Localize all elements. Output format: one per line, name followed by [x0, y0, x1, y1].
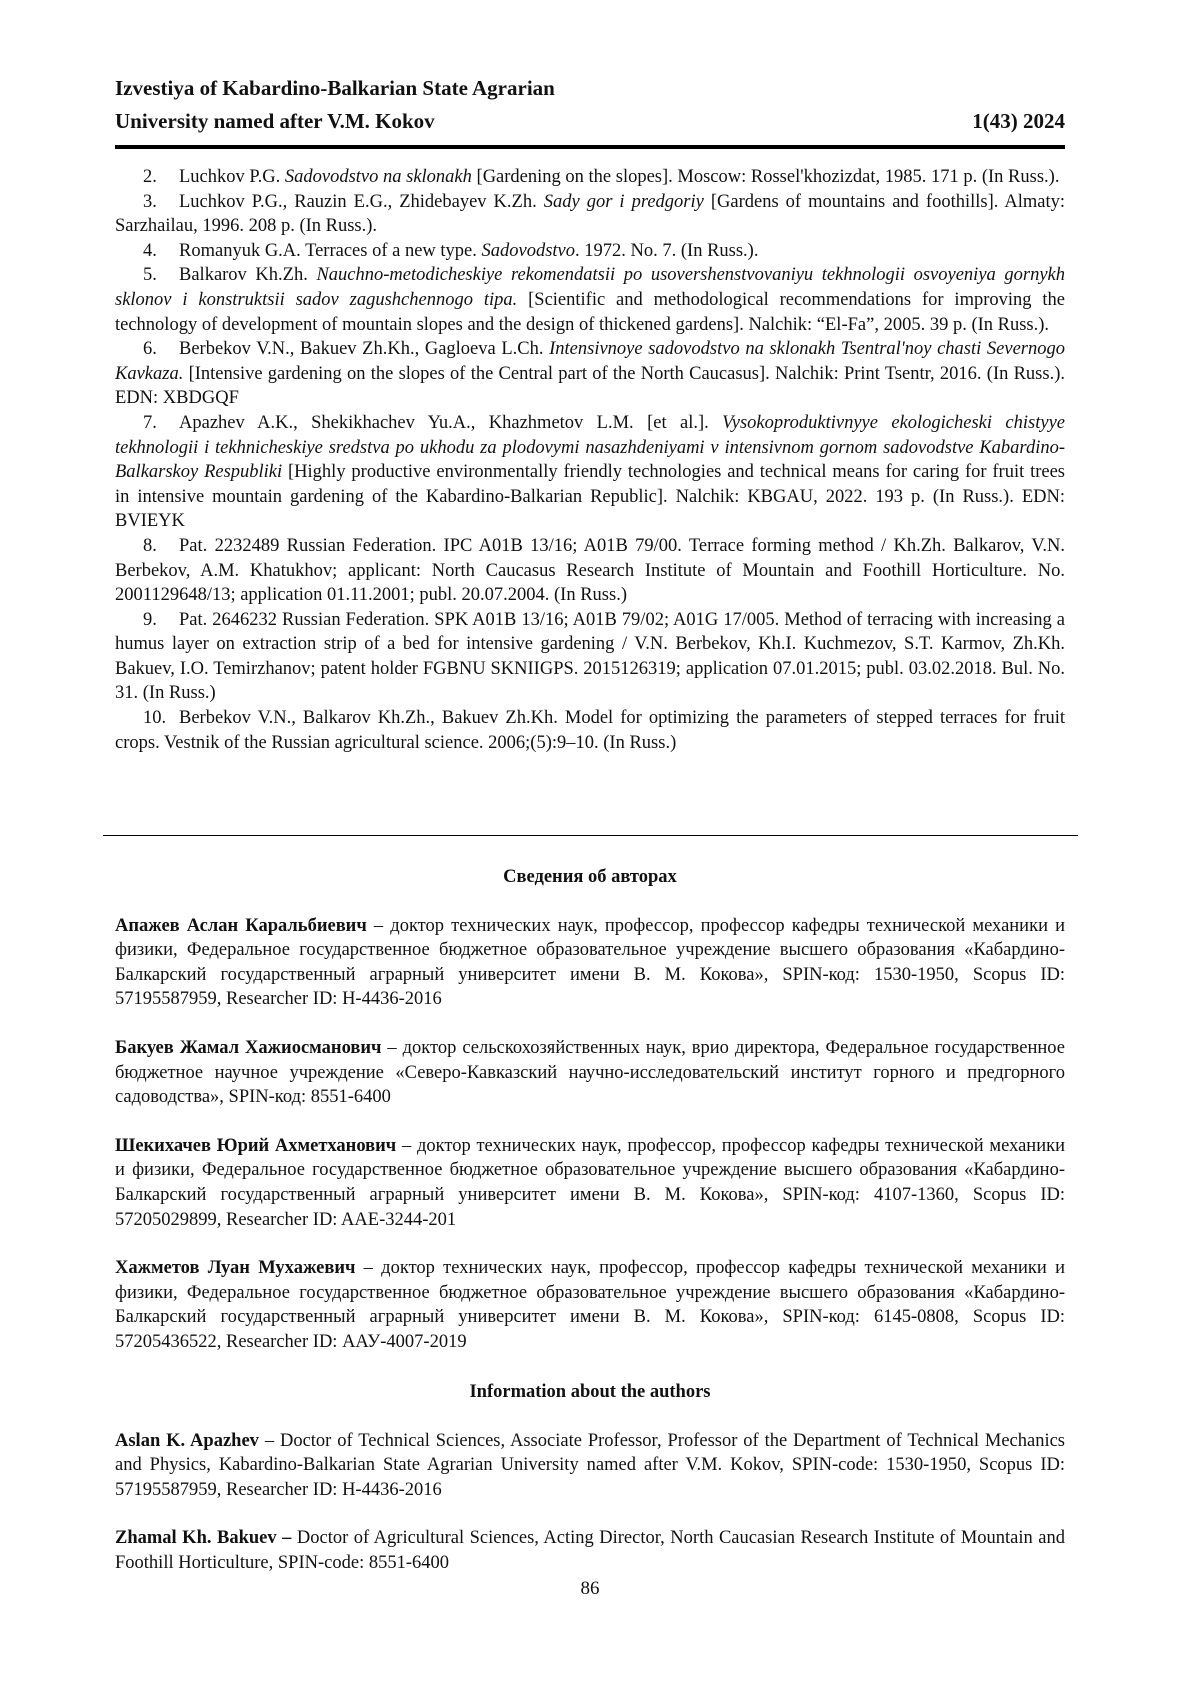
author-entry: [115, 1134, 1065, 1232]
page: [115, 72, 1066, 1599]
reference-number: 5.: [143, 265, 157, 286]
reference-text: Balkarov Kh.Zh.: [179, 265, 317, 286]
authors-en-title: Information about the authors: [469, 1382, 711, 1402]
journal-title-line2: University named after V.M. Kokov: [115, 109, 435, 133]
author-name: Бакуев Жамал Хажиосманович: [115, 1037, 382, 1058]
author-entry: [115, 1256, 1065, 1354]
reference-title-italic: Intensivnoye sadovodstvo na sklonakh Tsentral'noy chasti Severnogo Kavkaza.: [115, 339, 1065, 384]
reference-item: [115, 337, 1065, 411]
reference-text: Luchkov P.G.: [179, 167, 285, 187]
reference-text: Berbekov V.N., Bakuev Zh.Kh., Gagloeva L.Ch.: [179, 339, 550, 360]
author-entry: [115, 1036, 1065, 1110]
section-divider: [103, 835, 1078, 836]
reference-item: [115, 263, 1065, 337]
reference-item: [115, 608, 1065, 706]
reference-number: 10.: [143, 708, 167, 729]
journal-title-line1: Izvestiya of Kabardino-Balkarian State Agrarian: [115, 76, 555, 100]
author-name: Хажметов Луан Мухажевич: [115, 1258, 356, 1279]
reference-list: [115, 165, 1065, 755]
reference-text-tail: [Gardens of mountains and foothills]. Almaty: Sarzhailau, 1996. 208 p. (In Russ.).: [115, 191, 1065, 237]
author-entry: [115, 914, 1065, 1012]
reference-text-tail: [Scientific and methodological recommendations for improving the technology of development of mountain slopes and the design of thickened gardens]. Nalchik: “El-Fa”, 2005. 39 p. (In Russ.).: [115, 289, 1065, 335]
reference-item: [115, 411, 1065, 534]
author-name: Шекихачев Юрий Ахметханович: [115, 1135, 397, 1156]
authors-english-section: [115, 1380, 1065, 1576]
reference-text: Romanyuk G.A. Terraces of a new type.: [179, 240, 482, 261]
reference-text: Luchkov P.G., Rauzin E.G., Zhidebayev K.Zh.: [179, 191, 544, 212]
authors-russian-section: [115, 865, 1065, 1355]
issue-number: 1(43) 2024: [972, 109, 1065, 133]
author-name: Апажев Аслан Каральбиевич: [115, 915, 367, 936]
reference-text-tail: [Intensive gardening on the slopes of the Central part of the North Caucasus]. Nalchik: Print Tsentr, 2016. (In Russ.). EDN: XBDGQF: [115, 363, 1065, 409]
reference-title-italic: Nauchno-metodicheskiye rekomendatsii po usovershenstvovaniyu tekhnologii osvoyeniya gornykh sklonov i konstruktsii sadov zagushchennogo tipa.: [115, 265, 1066, 310]
author-entry: [115, 1429, 1065, 1503]
authors-ru-title: Сведения об авторах: [503, 867, 677, 887]
reference-number: 7.: [143, 412, 157, 433]
reference-item: [115, 165, 1065, 190]
reference-number: 3.: [143, 191, 157, 212]
reference-title-italic: Vysokoproduktivnyye ekologicheski chistyye tekhnologii i tekhnicheskiye sredstva po ukhodu za plodovymi nasazhdeniyami v intensivnom gornom sadovodstve Kabardino-Balkarskoy Respubliki: [115, 412, 1065, 483]
reference-number: 2.: [143, 167, 157, 187]
reference-title-italic: Sadovodstvo: [481, 240, 576, 261]
author-details: – доктор технических наук, профессор, профессор кафедры технической механики и физики, Федеральное государственное бюджетное образовательное учреждение высшего образования «Кабардино-Балкарский государственный аграрный университет имени В. М. Кокова», SPIN-код: 1530-1950, Scopus ID: 57195587959, Researcher ID: H-4436-2016: [115, 915, 1065, 1010]
author-details: Doctor of Agricultural Sciences, Acting Director, North Caucasian Research Institute of Mountain and Foothill Horticulture, SPIN-code: 8551-6400: [115, 1528, 1065, 1573]
reference-item: [115, 239, 1065, 264]
header-rule: [115, 145, 1065, 149]
author-details: – доктор сельскохозяйственных наук, врио директора, Федеральное государственное бюджетное научное учреждение «Северо-Кавказский научно-исследовательский институт горного и предгорного садоводства», SPIN-код: 8551-6400: [115, 1037, 1065, 1108]
reference-item: [115, 190, 1065, 239]
reference-number: 6.: [143, 339, 157, 360]
reference-number: 9.: [143, 609, 157, 630]
reference-text-tail: [Gardening on the slopes]. Moscow: Rossel'khozizdat, 1985. 171 p. (In Russ.).: [471, 167, 1060, 187]
reference-title-italic: Sadovodstvo na sklonakh: [284, 167, 472, 187]
author-entry: [115, 1526, 1065, 1575]
reference-text: Pat. 2646232 Russian Federation. SPK A01B 13/16; A01B 79/02; A01G 17/005. Method of terracing with increasing a humus layer on extraction strip of a bed for intensive gardening / V.N. Berbekov, Kh.I. Kuchmezov, S.T. Karmov, Zh.Kh. Bakuev, I.O. Temirzhanov; patent holder FGBNU SKNIIGPS. 2015126319; application 07.01.2015; publ. 03.02.2018. Bul. No. 31. (In Russ.): [115, 609, 1065, 704]
page-number: 86: [580, 1578, 600, 1599]
reference-number: 4.: [143, 240, 157, 261]
reference-text: Berbekov V.N., Balkarov Kh.Zh., Bakuev Zh.Kh. Model for optimizing the parameters of stepped terraces for fruit crops. Vestnik of the Russian agricultural science. 2006;(5):9–10. (In Russ.): [115, 708, 1065, 753]
reference-text-tail: . 1972. No. 7. (In Russ.).: [575, 240, 759, 261]
author-name: Zhamal Kh. Bakuev –: [115, 1528, 292, 1549]
author-details: – доктор технических наук, профессор, профессор кафедры технической механики и физики, Федеральное государственное бюджетное образовательное учреждение высшего образования «Кабардино-Балкарский государственный аграрный университет имени В. М. Кокова», SPIN-код: 6145-0808, Scopus ID: 57205436522, Researcher ID: ААУ-4007-2019: [115, 1258, 1065, 1352]
reference-text-tail: [Highly productive environmentally friendly technologies and technical means for caring for fruit trees in intensive mountain gardening of the Kabardino-Balkarian Republic]. Nalchik: KBGAU, 2022. 193 p. (In Russ.). EDN: BVIEYK: [115, 462, 1065, 532]
reference-title-italic: Sady gor i predgoriy: [543, 191, 704, 212]
reference-number: 8.: [143, 535, 157, 556]
running-header: [115, 72, 1065, 138]
author-details: – Doctor of Technical Sciences, Associate Professor, Professor of the Department of Technical Mechanics and Physics, Kabardino-Balkarian State Agrarian University named after V.M. Kokov, SPIN-code: 1530-1950, Scopus ID: 57195587959, Researcher ID: H-4436-2016: [115, 1430, 1065, 1500]
author-details: – доктор технических наук, профессор, профессор кафедры технической механики и физики, Федеральное государственное бюджетное образовательное учреждение высшего образования «Кабардино-Балкарский государственный аграрный университет имени В. М. Кокова», SPIN-код: 4107-1360, Scopus ID: 57205029899, Researcher ID: AAE-3244-201: [115, 1135, 1065, 1230]
author-name: Aslan K. Apazhev: [115, 1430, 259, 1451]
reference-text: Pat. 2232489 Russian Federation. IPC A01B 13/16; A01B 79/00. Terrace forming method / Kh.Zh. Balkarov, V.N. Berbekov, A.M. Khatukhov; applicant: North Caucasus Research Institute of Mountain and Foothill Horticulture. No. 2001129648/13; application 01.11.2001; publ. 20.07.2004. (In Russ.): [115, 535, 1065, 606]
reference-text: Apazhev A.K., Shekikhachev Yu.A., Khazhmetov L.M. [et al.].: [179, 412, 723, 433]
reference-item: [115, 534, 1065, 608]
reference-item: [115, 706, 1065, 755]
